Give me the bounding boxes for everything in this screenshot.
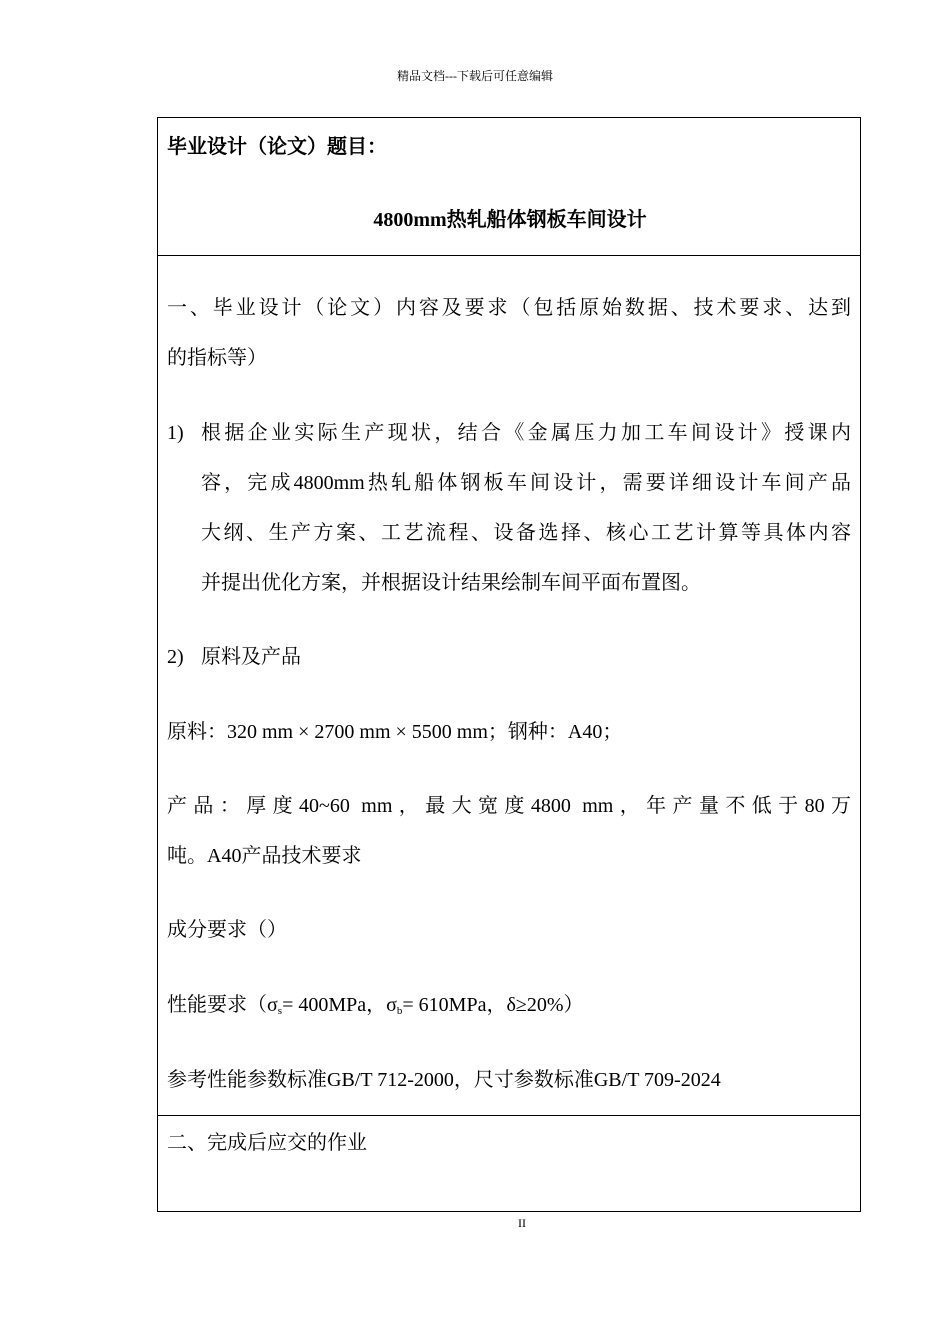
item2-text: 原料及产品 bbox=[201, 646, 301, 668]
section1-heading-cont: 的指标等） bbox=[167, 347, 267, 369]
item2-number: 2) bbox=[167, 646, 184, 668]
raw-material: 原料：320 mm × 2700 mm × 5500 mm；钢种：A40； bbox=[167, 721, 623, 743]
item1-line: 根据企业实际生产现状，结合《金属压力加工车间设计》授课内 bbox=[201, 422, 851, 444]
page-header: 精品文档---下载后可任意编辑 bbox=[397, 69, 553, 83]
reference-standards: 参考性能参数标准GB/T 712-2000，尺寸参数标准GB/T 709-2024 bbox=[167, 1069, 721, 1091]
section1-heading: 一、毕业设计（论文）内容及要求（包括原始数据、技术要求、达到 bbox=[167, 297, 851, 319]
page-number: II bbox=[518, 1216, 526, 1230]
table-divider bbox=[158, 255, 860, 256]
item1-line: 大纲、生产方案、工艺流程、设备选择、核心工艺计算等具体内容 bbox=[201, 522, 851, 544]
thesis-title: 4800mm热轧船体钢板车间设计 bbox=[373, 209, 647, 231]
performance-requirement: 性能要求（$\sigma_s= 400MPa$，$\sigma_b= 610MPa$，δ≥20%） bbox=[167, 994, 584, 1017]
section2-heading: 二、完成后应交的作业 bbox=[167, 1132, 367, 1154]
item1-number: 1) bbox=[167, 422, 184, 444]
product-spec: 产品：厚度40~60 mm，最大宽度4800 mm，年产量不低于80万 bbox=[167, 795, 851, 817]
thesis-title-label: 毕业设计（论文）题目： bbox=[167, 136, 387, 158]
item1-line: 容，完成4800mm热轧船体钢板车间设计，需要详细设计车间产品 bbox=[201, 472, 851, 494]
product-spec-cont: 吨。A40产品技术要求 bbox=[167, 845, 362, 867]
table-divider bbox=[158, 1115, 860, 1116]
form-table bbox=[157, 117, 861, 1212]
item1-line: 并提出优化方案，并根据设计结果绘制车间平面布置图。 bbox=[201, 572, 701, 594]
composition-requirement: 成分要求（） bbox=[167, 919, 287, 941]
